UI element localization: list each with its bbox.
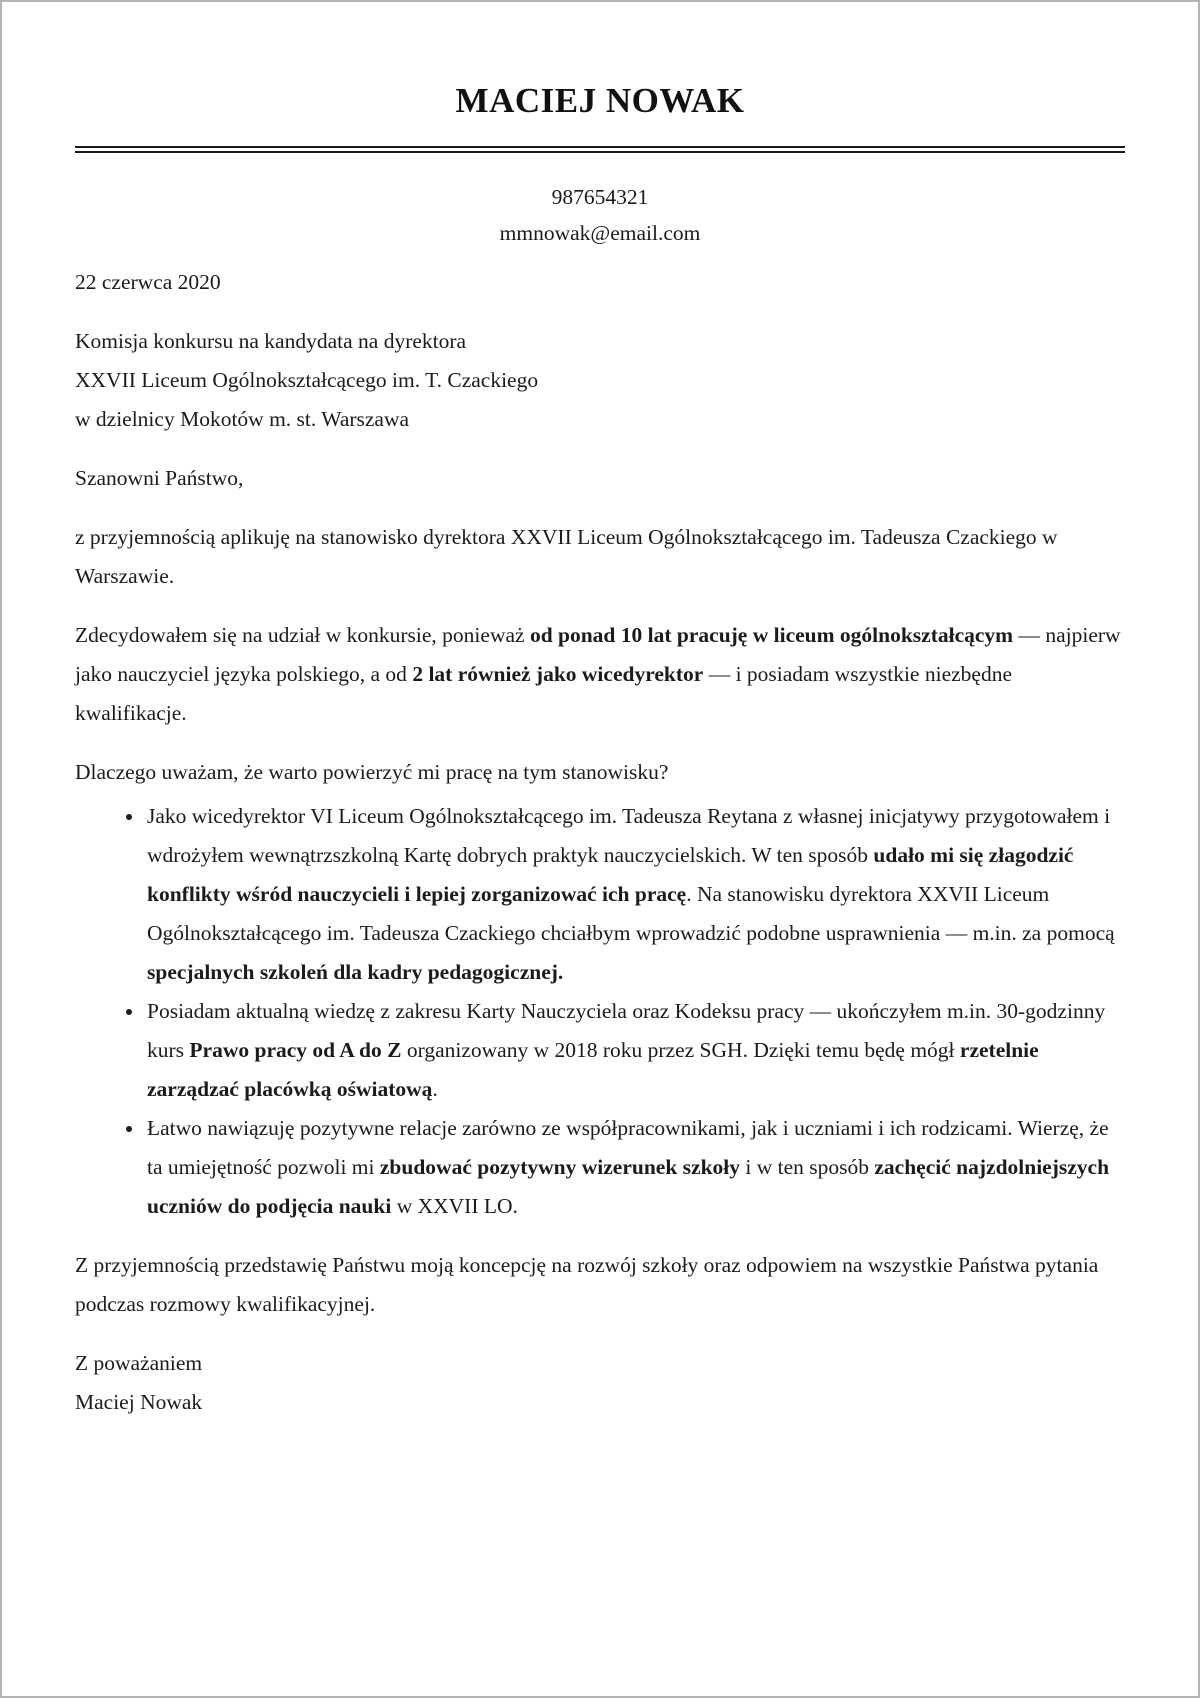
list-item: • Łatwo nawiązuję pozytywne relacje zarówno ze współpracownikami, jak i uczniami i ich rodzicami. Wierzę, że ta umiejętność pozwoli mi zbudować pozytywny wizerunek szkoły i w ten sposób zachęcić najzdolniejszych uczniów do podjęcia nauki w XXVII LO. <box>145 1109 1125 1226</box>
recipient-line: w dzielnicy Mokotów m. st. Warszawa <box>75 407 410 431</box>
recipient-line: Komisja konkursu na kandydata na dyrektora <box>75 329 467 353</box>
contact-block <box>75 179 1125 251</box>
list-item: • Posiadam aktualną wiedzę z zakresu Karty Nauczyciela oraz Kodeksu pracy — ukończyłem m.in. 30-godzinny kurs Prawo pracy od A do Z organizowany w 2018 roku przez SGH. Dzięki temu będę mógł rzetelnie zarządzać placówką oświatową. <box>145 992 1125 1109</box>
salutation: Szanowni Państwo, <box>75 466 244 490</box>
phone-number: 987654321 <box>551 185 649 209</box>
signoff-block <box>75 1344 1125 1422</box>
header-divider <box>75 146 1125 153</box>
signoff-phrase: Z poważaniem <box>75 1351 203 1375</box>
signature-name: Maciej Nowak <box>75 1390 203 1414</box>
paragraph-motivation: Zdecydowałem się na udział w konkursie, ponieważ od ponad 10 lat pracuję w liceum ogólnokształcącym — najpierw jako nauczyciel języka polskiego, a od 2 lat również jako wicedyrektor — i posiadam wszystkie niezbędne kwalifikacje. <box>75 623 1121 725</box>
list-item: • Jako wicedyrektor VI Liceum Ogólnokształcącego im. Tadeusza Reytana z własnej inicjatywy przygotowałem i wdrożyłem wewnątrzszkolną Kartę dobrych praktyk nauczycielskich. W ten sposób udało mi się złagodzić konflikty wśród nauczycieli i lepiej zorganizować ich pracę. Na stanowisku dyrektora XXVII Liceum Ogólnokształcącego im. Tadeusza Czackiego chciałbym wprowadzić podobne usprawnienia — m.in. za pomocą specjalnych szkoleń dla kadry pedagogicznej. <box>145 797 1125 992</box>
letter-date: 22 czerwca 2020 <box>75 270 221 294</box>
email-address: mmnowak@email.com <box>499 221 701 245</box>
applicant-name: MACIEJ NOWAK <box>455 81 745 120</box>
question-line: Dlaczego uważam, że warto powierzyć mi pracę na tym stanowisku? <box>75 760 669 784</box>
qualifications-list <box>75 797 1125 1226</box>
paragraph-closing: Z przyjemnością przedstawię Państwu moją koncepcję na rozwój szkoły oraz odpowiem na wszystkie Państwa pytania podczas rozmowy kwalifikacyjnej. <box>75 1253 1099 1316</box>
paragraph-intro: z przyjemnością aplikuję na stanowisko dyrektora XXVII Liceum Ogólnokształcącego im. Tadeusza Czackiego w Warszawie. <box>75 525 1058 588</box>
recipient-line: XXVII Liceum Ogólnokształcącego im. T. Czackiego <box>75 368 539 392</box>
recipient-block <box>75 322 1125 439</box>
